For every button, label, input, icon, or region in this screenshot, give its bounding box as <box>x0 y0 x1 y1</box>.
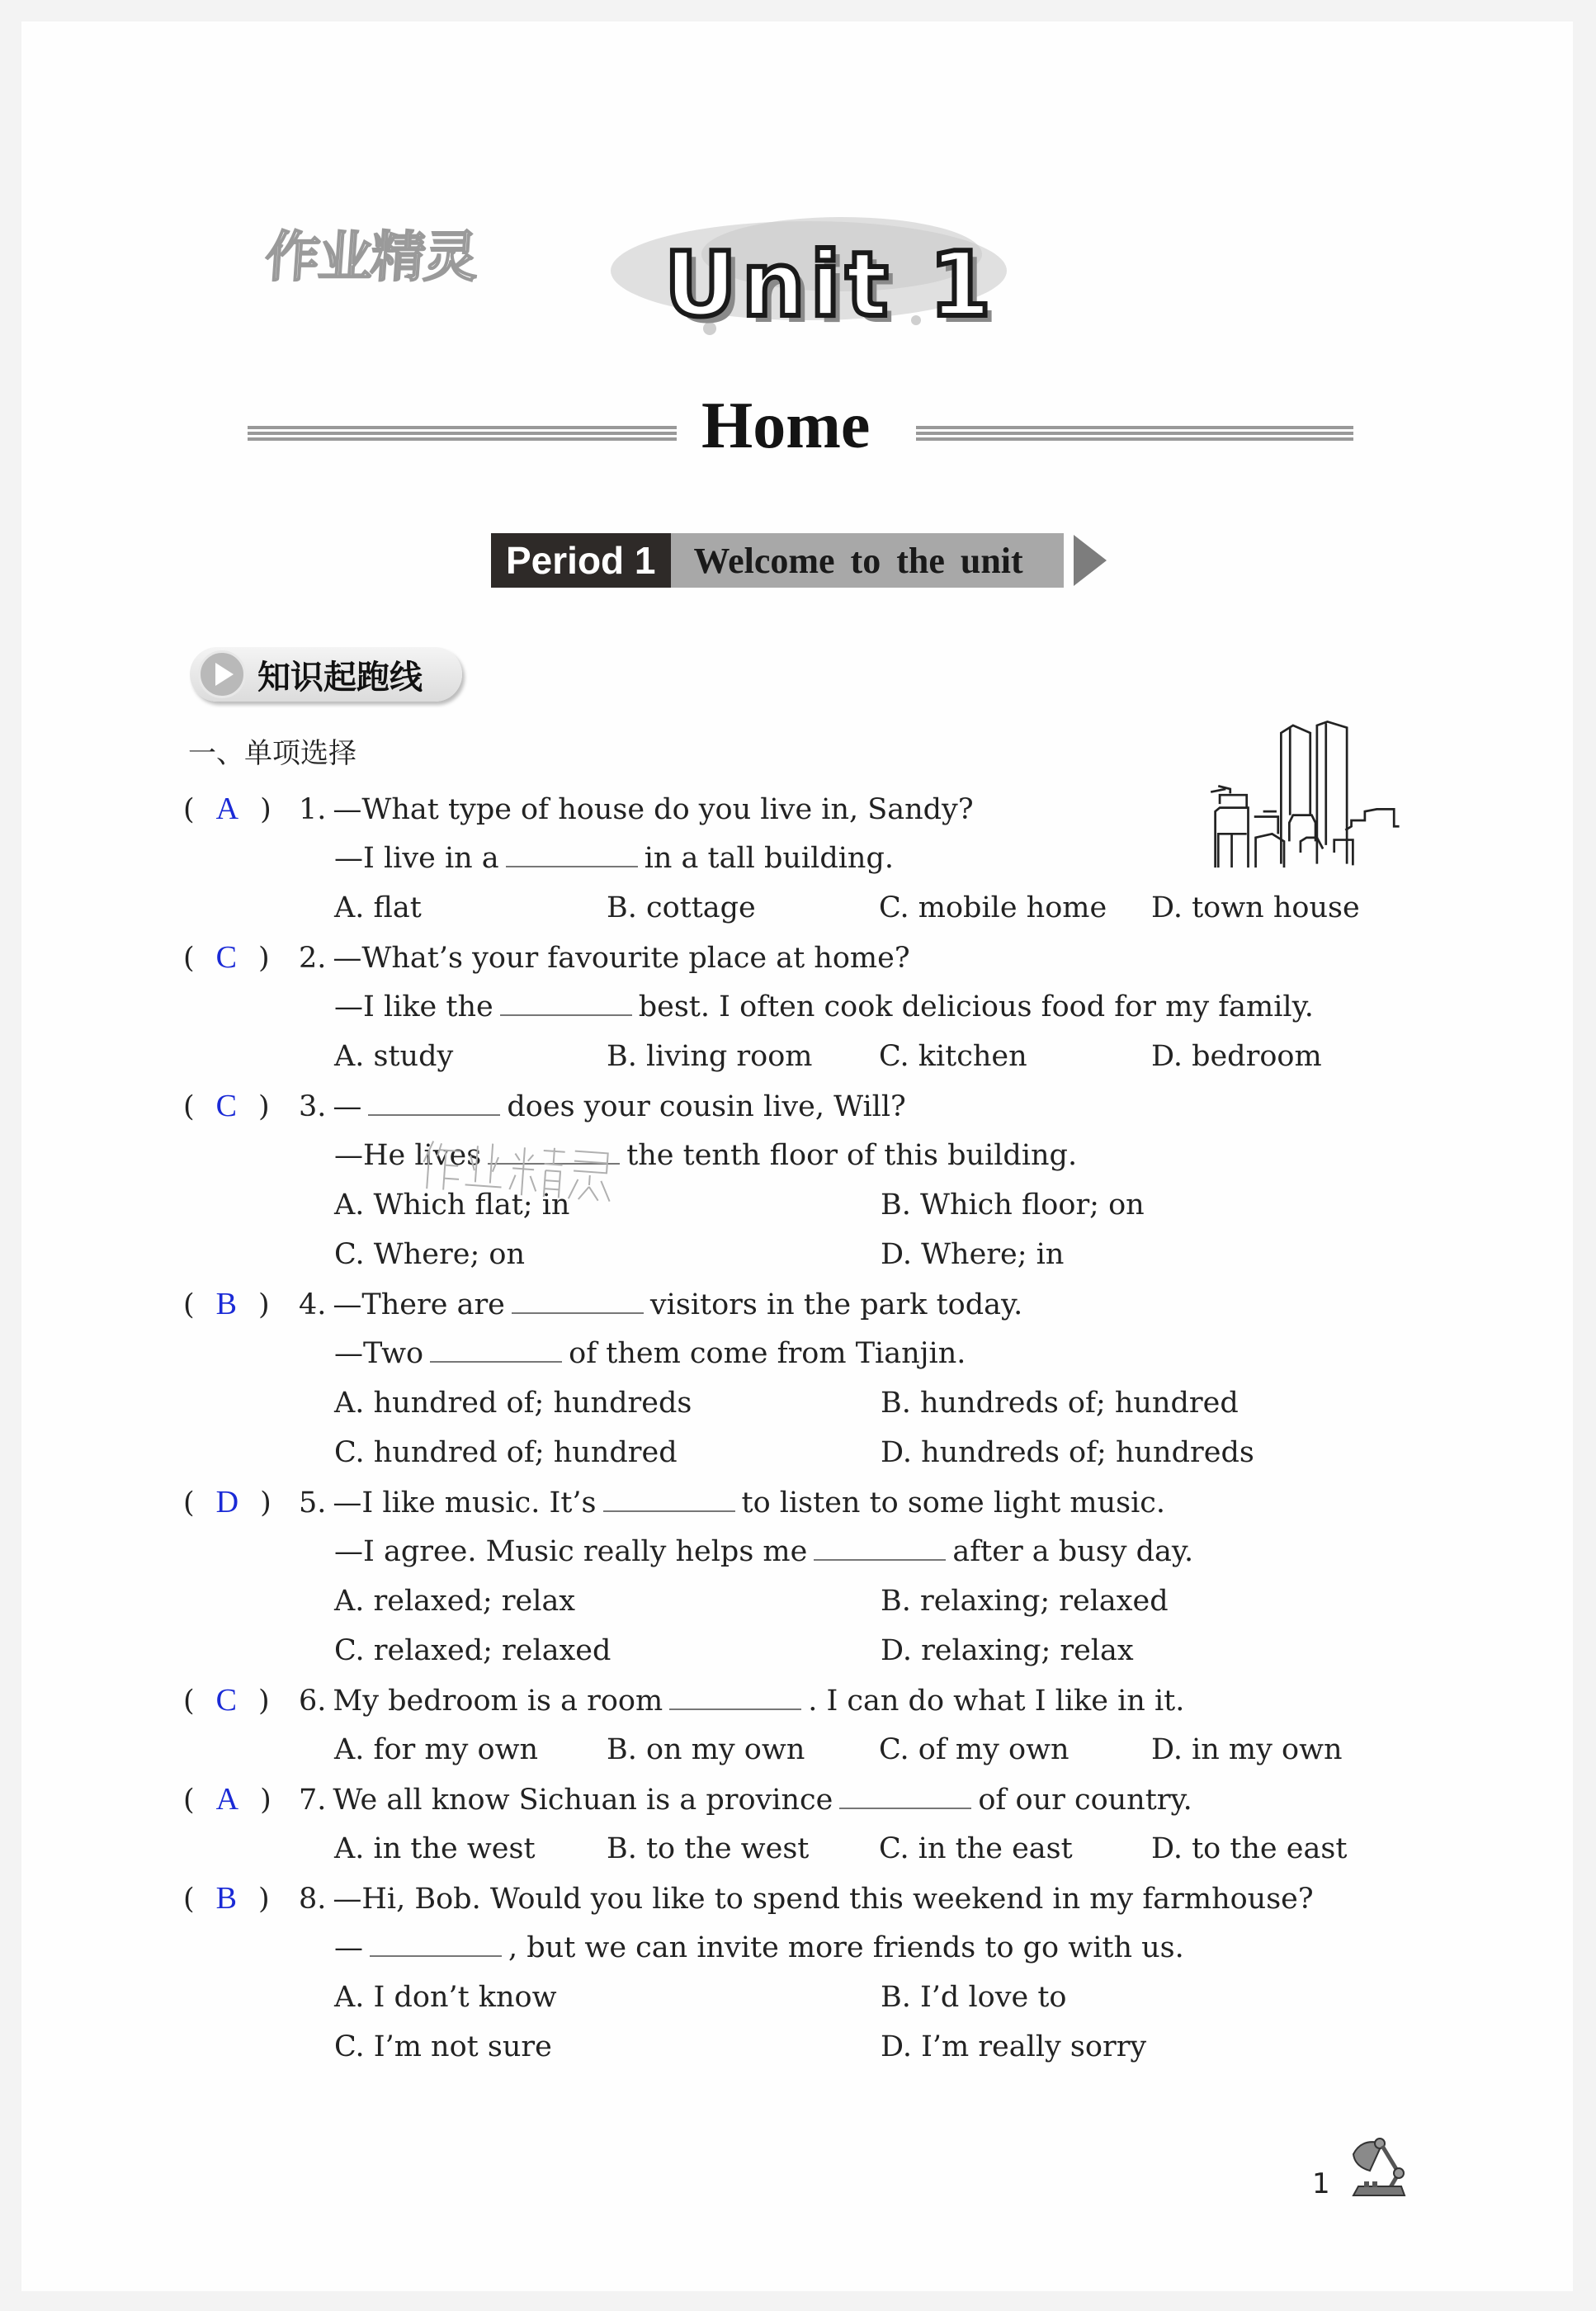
option-choice[interactable]: B. relaxing; relaxed <box>881 1585 1169 1618</box>
option-choice[interactable]: B. to the west <box>607 1832 810 1865</box>
answer-blank[interactable] <box>430 1336 562 1363</box>
page-number: 1 <box>1312 2167 1330 2200</box>
option-choice[interactable]: A. relaxed; relax <box>334 1585 576 1618</box>
option-choice[interactable]: D. I’m really sorry <box>881 2030 1147 2063</box>
question-text: My bedroom is a room <box>333 1685 663 1718</box>
period-label: Period 1 <box>491 533 671 588</box>
question-number: 6. <box>299 1685 327 1718</box>
option-choice[interactable]: B. Which floor; on <box>881 1189 1145 1222</box>
question-text: —Two <box>334 1337 424 1370</box>
options-row <box>183 1725 1421 1775</box>
question-line <box>183 1279 1421 1329</box>
options-row <box>183 1576 1421 1626</box>
option-choice[interactable]: B. living room <box>607 1040 813 1073</box>
question-text: the tenth floor of this building. <box>626 1139 1078 1172</box>
option-choice[interactable]: D. relaxing; relax <box>881 1634 1134 1667</box>
question-text: — <box>334 1931 363 1964</box>
option-choice[interactable]: C. kitchen <box>879 1040 1027 1073</box>
question-line <box>183 1675 1421 1725</box>
question-text: —I like the <box>334 990 493 1023</box>
question-line <box>183 834 1421 883</box>
question-text: —I agree. Music really helps me <box>334 1535 808 1568</box>
question-item <box>183 1675 1421 1775</box>
question-line <box>183 1081 1421 1131</box>
section-title: 一、单项选择 <box>188 737 357 770</box>
options-row <box>183 1032 1421 1081</box>
section-pill-label: 知识起跑线 <box>257 658 423 697</box>
option-choice[interactable]: A. study <box>334 1040 454 1073</box>
option-choice[interactable]: D. Where; in <box>881 1238 1065 1271</box>
question-number: 2. <box>299 942 327 975</box>
question-text: in a tall building. <box>644 842 894 875</box>
question-item <box>183 784 1421 933</box>
answer-blank[interactable] <box>488 1138 620 1165</box>
question-line <box>183 1775 1421 1824</box>
answer-blank[interactable] <box>603 1486 735 1512</box>
section-pill <box>190 647 462 702</box>
question-item <box>183 1477 1421 1675</box>
answer-bracket[interactable]: ( C ) <box>183 940 270 975</box>
question-line <box>183 1329 1421 1378</box>
option-choice[interactable]: A. for my own <box>334 1733 539 1766</box>
option-choice[interactable]: C. hundred of; hundred <box>334 1436 678 1469</box>
question-text: — <box>333 1090 362 1123</box>
question-text: We all know Sichuan is a province <box>333 1784 833 1817</box>
option-choice[interactable]: D. to the east <box>1151 1832 1348 1865</box>
question-text: to listen to some light music. <box>741 1486 1166 1519</box>
answer-bracket[interactable]: ( A ) <box>183 792 272 826</box>
question-number: 5. <box>299 1486 327 1519</box>
answer-bracket[interactable]: ( B ) <box>183 1287 270 1321</box>
question-item <box>183 1279 1421 1477</box>
option-choice[interactable]: C. I’m not sure <box>334 2030 552 2063</box>
unit-name: Home <box>701 390 871 462</box>
options-row <box>183 1428 1421 1477</box>
answer-blank[interactable] <box>368 1089 500 1116</box>
options-row <box>183 1973 1421 2022</box>
option-choice[interactable]: B. on my own <box>607 1733 805 1766</box>
option-choice[interactable]: B. cottage <box>607 891 756 924</box>
option-choice[interactable]: D. hundreds of; hundreds <box>881 1436 1254 1469</box>
arrow-right-icon <box>1074 535 1107 586</box>
question-text: —There are <box>333 1288 505 1321</box>
option-choice[interactable]: A. hundred of; hundreds <box>334 1387 692 1420</box>
question-line <box>183 982 1421 1032</box>
question-line <box>183 1477 1421 1527</box>
option-choice[interactable]: C. mobile home <box>879 891 1107 924</box>
answer-letter: A <box>215 1782 239 1817</box>
question-number: 7. <box>299 1784 327 1817</box>
options-row <box>183 1378 1421 1428</box>
option-choice[interactable]: C. Where; on <box>334 1238 525 1271</box>
question-line <box>183 784 1421 834</box>
answer-bracket[interactable]: ( D ) <box>183 1485 272 1519</box>
question-item <box>183 1775 1421 1874</box>
option-choice[interactable]: A. Which flat; in <box>334 1189 570 1222</box>
answer-blank[interactable] <box>500 990 632 1016</box>
question-text: does your cousin live, Will? <box>507 1090 906 1123</box>
question-text: —Hi, Bob. Would you like to spend this weekend in my farmhouse? <box>333 1883 1314 1916</box>
option-choice[interactable]: B. I’d love to <box>881 1981 1067 2014</box>
answer-letter: B <box>215 1881 238 1916</box>
option-choice[interactable]: D. town house <box>1151 891 1360 924</box>
question-text: —I live in a <box>334 842 499 875</box>
question-line <box>183 1923 1421 1973</box>
option-choice[interactable]: C. relaxed; relaxed <box>334 1634 611 1667</box>
answer-bracket[interactable]: ( C ) <box>183 1089 270 1123</box>
option-choice[interactable]: C. in the east <box>879 1832 1073 1865</box>
question-text: —He lives <box>334 1139 482 1172</box>
option-choice[interactable]: B. hundreds of; hundred <box>881 1387 1239 1420</box>
period-title: Welcome to the unit <box>671 533 1064 588</box>
option-choice[interactable]: D. in my own <box>1151 1733 1343 1766</box>
options-row <box>183 883 1421 933</box>
question-text: —What type of house do you live in, Sandy? <box>333 793 974 826</box>
answer-blank[interactable] <box>814 1534 946 1561</box>
answer-blank[interactable] <box>839 1783 971 1809</box>
question-text: —What’s your favourite place at home? <box>333 942 910 975</box>
option-choice[interactable]: A. in the west <box>334 1832 536 1865</box>
options-row <box>183 1824 1421 1874</box>
question-line <box>183 1527 1421 1576</box>
question-text: visitors in the park today. <box>649 1288 1023 1321</box>
answer-letter: A <box>215 792 239 826</box>
answer-letter: C <box>215 940 238 975</box>
answer-bracket[interactable]: ( B ) <box>183 1881 270 1916</box>
unit-title: Unit 1 <box>664 234 996 337</box>
question-text: best. I often cook delicious food for my family. <box>638 990 1314 1023</box>
answer-letter: B <box>215 1287 238 1321</box>
answer-bracket[interactable]: ( A ) <box>183 1782 272 1817</box>
question-text: , but we can invite more friends to go with us. <box>508 1931 1184 1964</box>
answer-blank[interactable] <box>506 841 638 867</box>
heading-rule-left <box>248 426 677 447</box>
question-item <box>183 1874 1421 2072</box>
options-row <box>183 1180 1421 1230</box>
question-list <box>183 784 1421 2072</box>
options-row <box>183 1626 1421 1675</box>
answer-blank[interactable] <box>512 1288 644 1314</box>
answer-blank[interactable] <box>669 1684 801 1710</box>
desk-lamp-icon <box>1337 2134 1411 2200</box>
answer-letter: C <box>215 1683 238 1718</box>
option-choice[interactable]: C. of my own <box>879 1733 1070 1766</box>
question-line <box>183 1874 1421 1923</box>
question-number: 4. <box>299 1288 327 1321</box>
answer-letter: C <box>215 1089 238 1123</box>
heading-rule-right <box>916 426 1353 447</box>
question-text: of our country. <box>978 1784 1192 1817</box>
question-item <box>183 933 1421 1081</box>
question-text: after a busy day. <box>952 1535 1194 1568</box>
answer-blank[interactable] <box>370 1931 502 1957</box>
option-choice[interactable]: D. bedroom <box>1151 1040 1322 1073</box>
question-text: of them come from Tianjin. <box>569 1337 966 1370</box>
question-line <box>183 1131 1421 1180</box>
options-row <box>183 1230 1421 1279</box>
question-text: . I can do what I like in it. <box>808 1685 1185 1718</box>
question-line <box>183 933 1421 982</box>
watermark: 作业精灵 <box>262 225 479 289</box>
question-item <box>183 1081 1421 1279</box>
answer-letter: D <box>215 1485 239 1519</box>
answer-bracket[interactable]: ( C ) <box>183 1683 270 1718</box>
question-number: 8. <box>299 1883 327 1916</box>
option-choice[interactable]: A. flat <box>334 891 422 924</box>
option-choice[interactable]: A. I don’t know <box>334 1981 557 2014</box>
question-text: —I like music. It’s <box>333 1486 597 1519</box>
question-number: 1. <box>299 793 327 826</box>
play-icon <box>198 650 246 698</box>
period-banner <box>491 533 1107 588</box>
options-row <box>183 2022 1421 2072</box>
question-number: 3. <box>299 1090 327 1123</box>
